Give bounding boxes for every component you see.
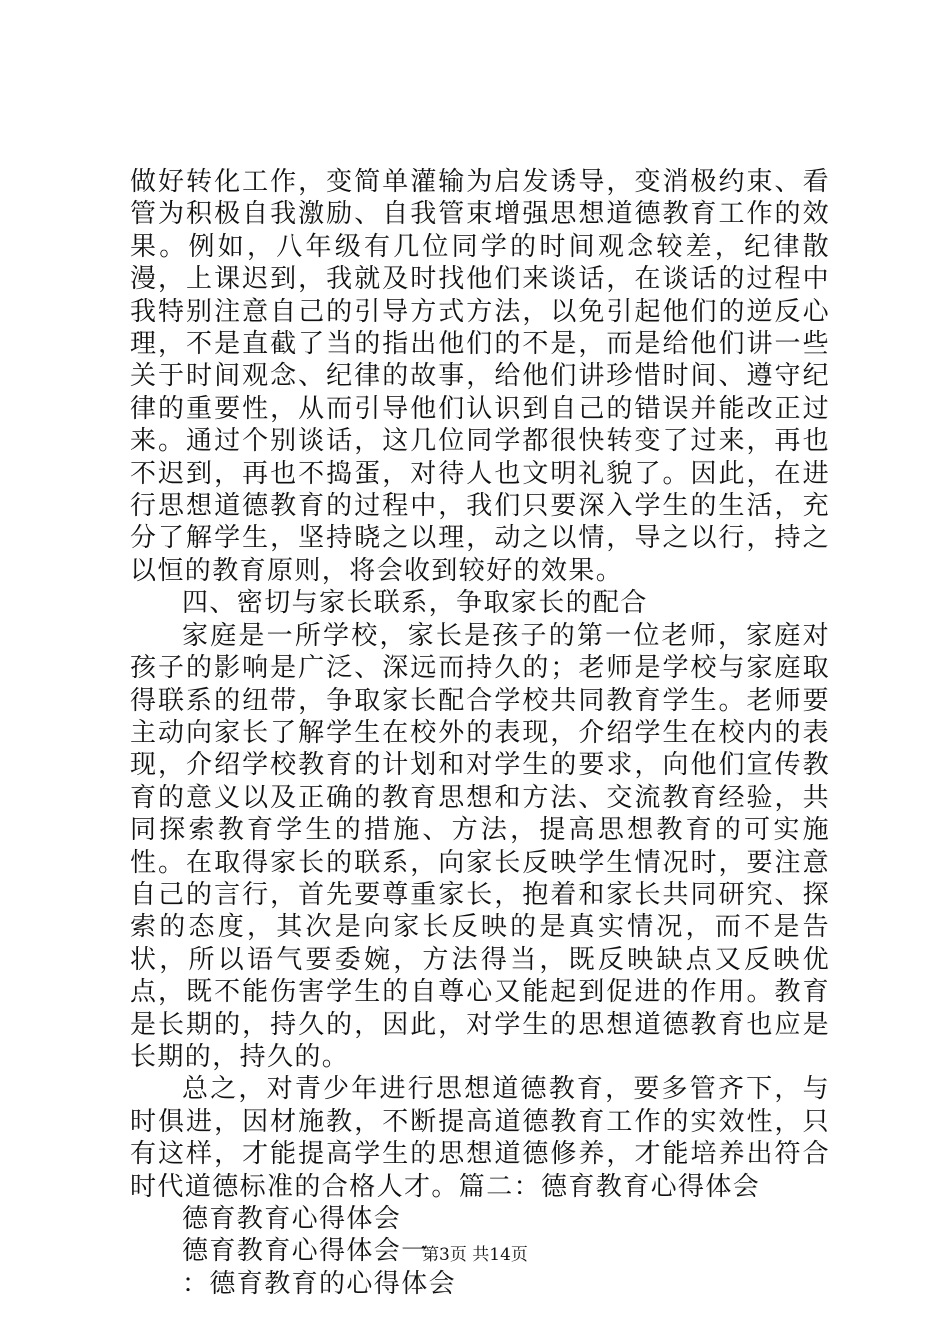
page-footer: 第3页 共14页 bbox=[422, 1245, 528, 1265]
section-heading-parent-contact: 四、密切与家长联系，争取家长的配合 bbox=[182, 588, 648, 619]
subtitle-moral-education: 德育教育心得体会 bbox=[182, 1204, 402, 1234]
subtitle-moral-education-experience: ：德育教育的心得体会 bbox=[182, 1268, 457, 1299]
paragraph-continuation: 做好转化工作，变简单灌输为启发诱导，变消极约束、看管为积极自我激励、自我管束增强思想道德教育工作的效果。例如，八年级有几位同学的时间观念较差，纪律散漫，上课迟到，我就及时找他们来谈话，在谈话的过程中我特别注意自己的引导方式方法，以免引起他们的逆反心理，不是直截了当的指出他们的不是，而是给他们讲一些关于时间观念、纪律的故事，给他们讲珍惜时间、遵守纪律的重要性，从而引导他们认识到自己的错误并能改正过来。通过个别谈话，这几位同学都很快转变了过来，再也不迟到，再也不捣蛋，对待人也文明礼貌了。因此，在进行思想道德教育的过程中，我们只要深入学生的生活，充分了解学生，坚持晓之以理，动之以情，导之以行，持之以恒的教育原则，将会收到较好的效果。 bbox=[130, 167, 830, 586]
subtitle-moral-education-one: 德育教育心得体会一 bbox=[182, 1236, 429, 1267]
document-body bbox=[130, 166, 830, 1300]
paragraph-conclusion: 总之，对青少年进行思想道德教育，要多管齐下，与时俱进，因材施教，不断提高道德教育工作的实效性，只有这样，才能提高学生的思想道德修养，才能培养出符合时代道德标准的合格人才。篇二：德育教育心得体会 bbox=[130, 1074, 830, 1202]
paragraph-family-school: 家庭是一所学校，家长是孩子的第一位老师，家庭对孩子的影响是广泛、深远而持久的；老师是学校与家庭取得联系的纽带，争取家长配合学校共同教育学生。老师要主动向家长了解学生在校外的表现，介绍学生在校内的表现，介绍学校教育的计划和对学生的要求，向他们宣传教育的意义以及正确的教育思想和方法、交流教育经验，共同探索教育学生的措施、方法，提高思想教育的可实施性。在取得家长的联系，向家长反映学生情况时，要注意自己的言行，首先要尊重家长，抱着和家长共同研究、探索的态度，其次是向家长反映的是真实情况，而不是告状，所以语气要委婉，方法得当，既反映缺点又反映优点，既不能伤害学生的自尊心又能起到促进的作用。教育是长期的，持久的，因此，对学生的思想道德教育也应是长期的，持久的。 bbox=[130, 620, 830, 1072]
